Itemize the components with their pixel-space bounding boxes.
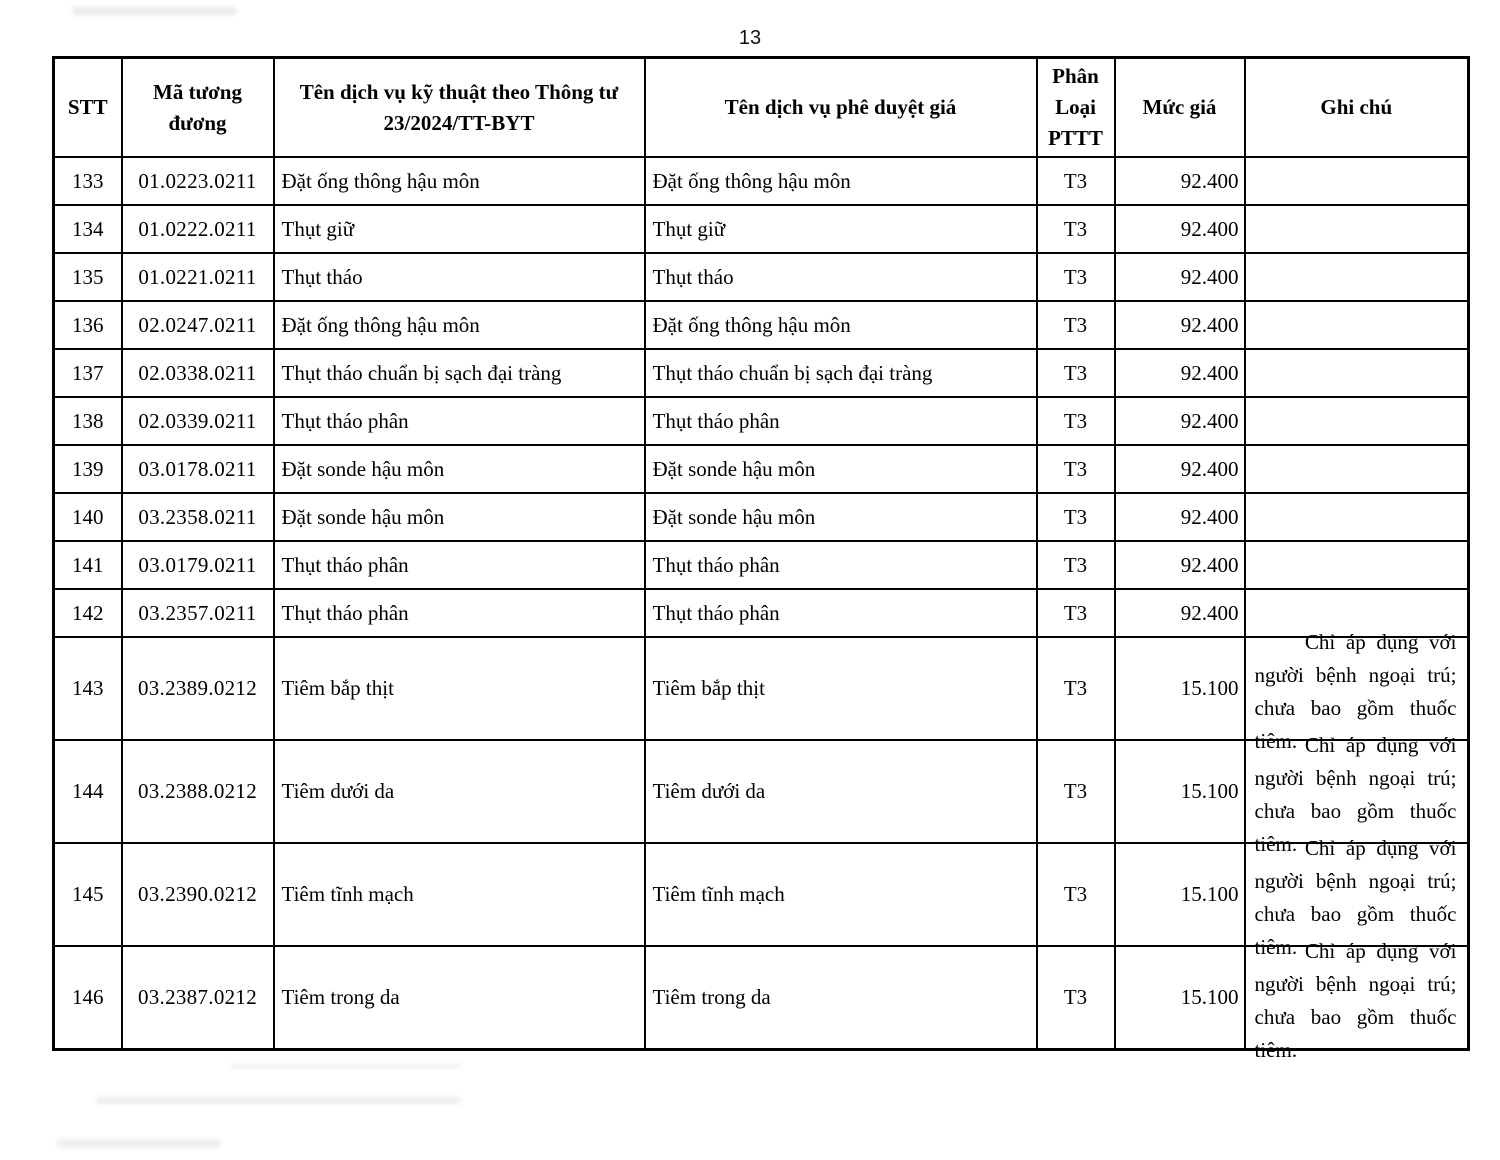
table-row [54, 157, 1469, 205]
scan-artifact [230, 1063, 460, 1069]
cell-ghi-chu [1245, 630, 1469, 753]
scan-artifact [72, 7, 237, 15]
cell-muc-gia: 92.400 [1115, 157, 1245, 205]
ghi-chu-text: Chỉ áp dụng với người bệnh ngoại trú; chưa bao gồm thuốc tiêm. [1254, 733, 1457, 856]
table-row [54, 445, 1469, 493]
cell-stt: 144 [54, 740, 122, 843]
cell-muc-gia: 92.400 [1115, 349, 1245, 397]
table-row [54, 301, 1469, 349]
cell-stt: 145 [54, 843, 122, 946]
cell-stt: 142 [54, 589, 122, 637]
cell-ten-ky-thuat: Tiêm tĩnh mạch [274, 843, 645, 946]
cell-phan-loai: T3 [1037, 589, 1115, 637]
cell-muc-gia: 92.400 [1115, 301, 1245, 349]
cell-phan-loai: T3 [1037, 349, 1115, 397]
col-header-ma-tuong-duong: Mã tương đương [122, 58, 274, 158]
cell-ghi-chu [1245, 253, 1469, 301]
cell-muc-gia: 92.400 [1115, 541, 1245, 589]
scan-artifact [56, 1139, 221, 1148]
scan-artifact [96, 1097, 461, 1104]
cell-phan-loai: T3 [1037, 445, 1115, 493]
cell-phan-loai: T3 [1037, 157, 1115, 205]
cell-ten-phe-duyet: Tiêm trong da [645, 946, 1037, 1049]
table-row [54, 946, 1469, 1049]
cell-ten-phe-duyet: Thụt tháo phân [645, 397, 1037, 445]
cell-muc-gia: 92.400 [1115, 493, 1245, 541]
table-row [54, 541, 1469, 589]
ghi-chu-text: Chỉ áp dụng với người bệnh ngoại trú; chưa bao gồm thuốc tiêm. [1254, 939, 1457, 1062]
cell-ma: 03.2389.0212 [122, 637, 274, 740]
cell-stt: 140 [54, 493, 122, 541]
page-number: 13 [738, 27, 762, 49]
header-row [54, 58, 1469, 158]
cell-ghi-chu [1245, 493, 1469, 541]
cell-ten-phe-duyet: Thụt giữ [645, 205, 1037, 253]
cell-phan-loai: T3 [1037, 253, 1115, 301]
cell-muc-gia: 15.100 [1115, 740, 1245, 843]
col-header-ghi-chu: Ghi chú [1245, 58, 1469, 158]
cell-ten-ky-thuat: Thụt tháo chuẩn bị sạch đại tràng [274, 349, 645, 397]
cell-ghi-chu [1245, 541, 1469, 589]
cell-ghi-chu [1245, 301, 1469, 349]
cell-ma: 03.0178.0211 [122, 445, 274, 493]
col-header-muc-gia: Mức giá [1115, 58, 1245, 158]
table-row [54, 205, 1469, 253]
cell-muc-gia: 15.100 [1115, 946, 1245, 1049]
col-header-phan-loai-pttt: Phân Loại PTTT [1037, 58, 1115, 158]
cell-phan-loai: T3 [1037, 541, 1115, 589]
col-header-ten-dich-vu-phe-duyet: Tên dịch vụ phê duyệt giá [645, 58, 1037, 158]
cell-ten-ky-thuat: Tiêm bắp thịt [274, 637, 645, 740]
cell-phan-loai: T3 [1037, 946, 1115, 1049]
cell-muc-gia: 15.100 [1115, 843, 1245, 946]
cell-phan-loai: T3 [1037, 637, 1115, 740]
cell-ghi-chu [1245, 939, 1469, 1062]
table-row [54, 493, 1469, 541]
cell-ten-ky-thuat: Tiêm dưới da [274, 740, 645, 843]
cell-muc-gia: 92.400 [1115, 445, 1245, 493]
ghi-chu-text: Chỉ áp dụng với người bệnh ngoại trú; chưa bao gồm thuốc tiêm. [1254, 630, 1457, 753]
cell-phan-loai: T3 [1037, 740, 1115, 843]
cell-phan-loai: T3 [1037, 301, 1115, 349]
cell-phan-loai: T3 [1037, 843, 1115, 946]
cell-ghi-chu [1245, 397, 1469, 445]
cell-ten-ky-thuat: Đặt sonde hậu môn [274, 445, 645, 493]
table-row [54, 397, 1469, 445]
cell-ma: 01.0223.0211 [122, 157, 274, 205]
cell-ghi-chu [1245, 733, 1469, 856]
cell-ten-ky-thuat: Thụt tháo [274, 253, 645, 301]
cell-ghi-chu [1245, 836, 1469, 959]
cell-ma: 03.2357.0211 [122, 589, 274, 637]
cell-ten-ky-thuat: Thụt tháo phân [274, 397, 645, 445]
table-row [54, 253, 1469, 301]
table-row [54, 740, 1469, 843]
cell-muc-gia: 92.400 [1115, 589, 1245, 637]
col-header-ten-dich-vu-ky-thuat: Tên dịch vụ kỹ thuật theo Thông tư 23/2024/TT-BYT [274, 58, 645, 158]
cell-ten-ky-thuat: Thụt tháo phân [274, 589, 645, 637]
cell-ma: 02.0247.0211 [122, 301, 274, 349]
cell-stt: 137 [54, 349, 122, 397]
table-row [54, 637, 1469, 740]
cell-ten-ky-thuat: Tiêm trong da [274, 946, 645, 1049]
cell-ma: 02.0339.0211 [122, 397, 274, 445]
col-header-stt: STT [54, 58, 122, 158]
cell-ghi-chu [1245, 349, 1469, 397]
cell-ma: 03.0179.0211 [122, 541, 274, 589]
cell-muc-gia: 92.400 [1115, 205, 1245, 253]
cell-ten-ky-thuat: Đặt ống thông hậu môn [274, 301, 645, 349]
cell-ghi-chu [1245, 157, 1469, 205]
cell-stt: 135 [54, 253, 122, 301]
cell-ten-phe-duyet: Đặt sonde hậu môn [645, 493, 1037, 541]
cell-ten-phe-duyet: Thụt tháo phân [645, 589, 1037, 637]
cell-ten-phe-duyet: Thụt tháo chuẩn bị sạch đại tràng [645, 349, 1037, 397]
cell-phan-loai: T3 [1037, 205, 1115, 253]
cell-phan-loai: T3 [1037, 493, 1115, 541]
cell-stt: 133 [54, 157, 122, 205]
cell-stt: 134 [54, 205, 122, 253]
cell-ma: 01.0222.0211 [122, 205, 274, 253]
ghi-chu-text: Chỉ áp dụng với người bệnh ngoại trú; chưa bao gồm thuốc tiêm. [1254, 836, 1457, 959]
cell-muc-gia: 92.400 [1115, 397, 1245, 445]
cell-ma: 03.2387.0212 [122, 946, 274, 1049]
cell-ten-phe-duyet: Tiêm bắp thịt [645, 637, 1037, 740]
cell-ten-phe-duyet: Đặt ống thông hậu môn [645, 301, 1037, 349]
cell-ten-ky-thuat: Đặt ống thông hậu môn [274, 157, 645, 205]
cell-ten-phe-duyet: Thụt tháo [645, 253, 1037, 301]
cell-ghi-chu [1245, 205, 1469, 253]
cell-stt: 143 [54, 637, 122, 740]
cell-ten-ky-thuat: Thụt giữ [274, 205, 645, 253]
cell-muc-gia: 92.400 [1115, 253, 1245, 301]
cell-ma: 03.2390.0212 [122, 843, 274, 946]
cell-phan-loai: T3 [1037, 397, 1115, 445]
cell-ma: 03.2358.0211 [122, 493, 274, 541]
cell-ten-ky-thuat: Đặt sonde hậu môn [274, 493, 645, 541]
cell-ten-phe-duyet: Thụt tháo phân [645, 541, 1037, 589]
cell-ten-phe-duyet: Tiêm tĩnh mạch [645, 843, 1037, 946]
cell-ten-phe-duyet: Tiêm dưới da [645, 740, 1037, 843]
cell-ghi-chu [1245, 445, 1469, 493]
table-row [54, 349, 1469, 397]
cell-stt: 138 [54, 397, 122, 445]
cell-ten-phe-duyet: Đặt ống thông hậu môn [645, 157, 1037, 205]
cell-stt: 139 [54, 445, 122, 493]
price-table [52, 56, 1470, 1062]
cell-ma: 02.0338.0211 [122, 349, 274, 397]
table-row [54, 843, 1469, 946]
cell-ma: 01.0221.0211 [122, 253, 274, 301]
cell-muc-gia: 15.100 [1115, 637, 1245, 740]
cell-stt: 136 [54, 301, 122, 349]
cell-ten-ky-thuat: Thụt tháo phân [274, 541, 645, 589]
cell-stt: 141 [54, 541, 122, 589]
cell-stt: 146 [54, 946, 122, 1049]
cell-ten-phe-duyet: Đặt sonde hậu môn [645, 445, 1037, 493]
cell-ma: 03.2388.0212 [122, 740, 274, 843]
